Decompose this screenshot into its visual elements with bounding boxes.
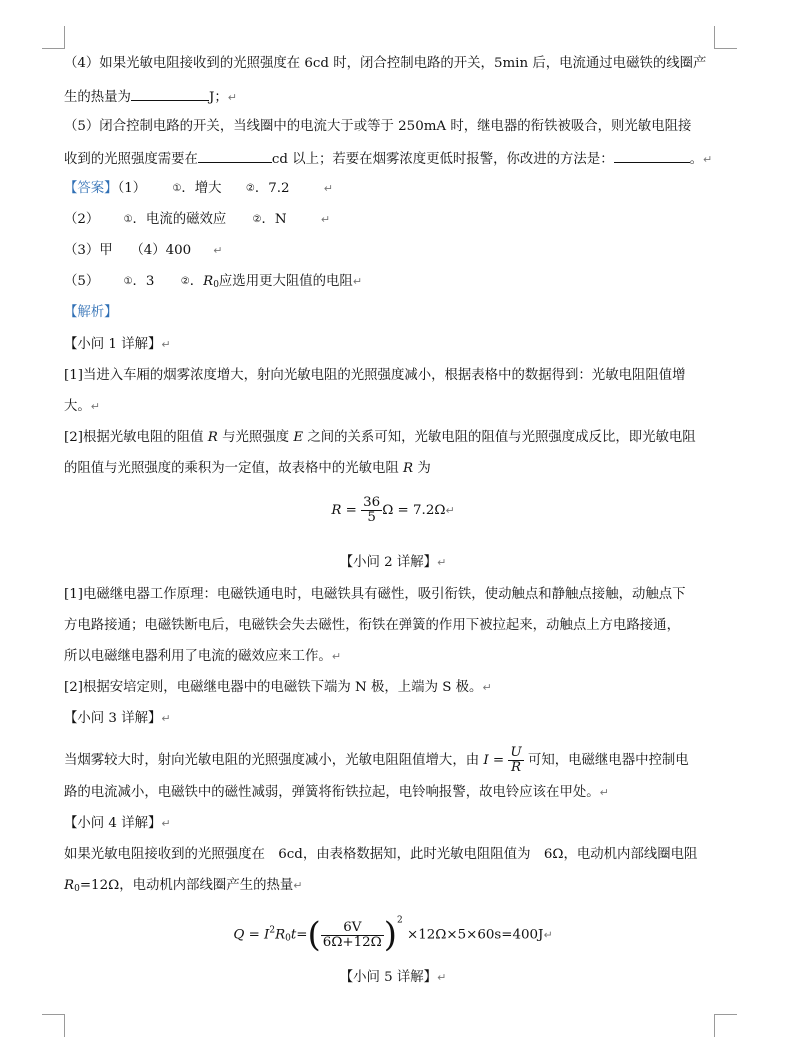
answer-blank[interactable] [198, 150, 272, 163]
answer-line-3: （3）甲 （4）400 ↵ [64, 243, 223, 258]
section-1-para-1-cont: 大。↵ [64, 399, 100, 414]
section-3-para-1: 当烟雾较大时，射向光敏电阻的光照强度减小，光敏电阻阻值增大，由 I = $\frac{U}{R}$ 可知，电磁继电器中控制电 [64, 745, 689, 775]
analysis-tag: 【解析】 [64, 305, 118, 320]
section-5-heading: 【小问 5 详解】↵ [339, 970, 447, 985]
fraction-6v: $\frac{6V}{6\Omega+12\Omega}$ [322, 919, 382, 950]
section-4-para-1: 如果光敏电阻接收到的光照强度在 6cd，由表格数据知，此时光敏电阻阻值为 6Ω，电动机内部线圈电阻 [64, 847, 698, 862]
question-5-line-1: （5）闭合控制电路的开关，当线圈中的电流大于或等于 250mA 时，继电器的衔铁被吸合，则光敏电阻接 [64, 119, 692, 134]
question-4-line-1: （4）如果光敏电阻接收到的光照强度在 6cd 时，闭合控制电路的开关，5min 后，电流通过电磁铁的线圈产 [64, 56, 707, 71]
equation-q: $Q = I^2R_0t=$( $\frac{6V}{6\Omega+12\Omega}$ )$^2$ ×12Ω×5×60s=400J↵ [233, 915, 553, 955]
section-2-para-3: 所以电磁继电器利用了电流的磁效应来工作。↵ [64, 649, 342, 664]
answer-blank[interactable] [131, 88, 209, 101]
section-1-para-3: 的阻值与光照强度的乘积为一定值，故表格中的光敏电阻 R 为 [64, 461, 431, 476]
section-3-heading: 【小问 3 详解】↵ [64, 711, 171, 726]
fraction-36-5: $\frac{36}{5}$ [363, 495, 381, 525]
analysis-tag-line [64, 305, 118, 321]
section-2-heading: 【小问 2 详解】↵ [339, 555, 447, 570]
section-1-para-2: [2]根据光敏电阻的阻值 R 与光照强度 E 之间的关系可知，光敏电阻的阻值与光照强度成反比，即光敏电阻 [64, 430, 696, 445]
answer-tag: 【答案】 [64, 181, 118, 196]
question-4-line-2: 生的热量为 J；↵ [64, 90, 237, 105]
fraction-u-over-r: $\frac{U}{R}$ [510, 745, 522, 775]
section-2-para-2: 方电路接通；电磁铁断电后，电磁铁会失去磁性，衔铁在弹簧的作用下被拉起来，动触点上方电路接通， [64, 618, 680, 633]
answer-line-4: （5） ①．3 ②．$R_0$应选用更大阻值的电阻↵ [64, 274, 363, 290]
section-4-para-2: $R_0=12\Omega$，电动机内部线圈产生的热量↵ [64, 878, 303, 894]
crop-mark-top-left [42, 26, 65, 49]
crop-mark-bottom-left [42, 1014, 65, 1037]
answer-line-2: （2） ①．电流的磁效应 ②．N ↵ [64, 212, 331, 227]
section-4-heading: 【小问 4 详解】↵ [64, 816, 171, 831]
equation-r: R = $\frac{36}{5}$ Ω = 7.2Ω↵ [331, 495, 455, 525]
section-1-heading: 【小问 1 详解】↵ [64, 337, 171, 352]
answer-blank[interactable] [614, 150, 690, 163]
question-5-line-2: 收到的光照强度需要在 cd 以上；若要在烟雾浓度更低时报警，你改进的方法是： 。↵ [64, 152, 713, 167]
section-2-para-1: [1]电磁继电器工作原理：电磁铁通电时，电磁铁具有磁性，吸引衔铁，使动触点和静触点接触，动触点下 [64, 587, 686, 602]
crop-mark-bottom-right [714, 1014, 737, 1037]
section-3-para-2: 路的电流减小，电磁铁中的磁性减弱，弹簧将衔铁拉起，电铃响报警，故电铃应该在甲处。↵ [64, 785, 609, 800]
answer-line-1: 【答案】（1） ①．增大 ②．7.2 ↵ [64, 181, 333, 196]
section-1-para-1: [1]当进入车厢的烟雾浓度增大，射向光敏电阻的光照强度减小，根据表格中的数据得到：光敏电阻阻值增 [64, 368, 686, 383]
section-2-para-4: [2]根据安培定则，电磁继电器中的电磁铁下端为 N 极，上端为 S 极。↵ [64, 680, 492, 695]
crop-mark-top-right [714, 26, 737, 49]
